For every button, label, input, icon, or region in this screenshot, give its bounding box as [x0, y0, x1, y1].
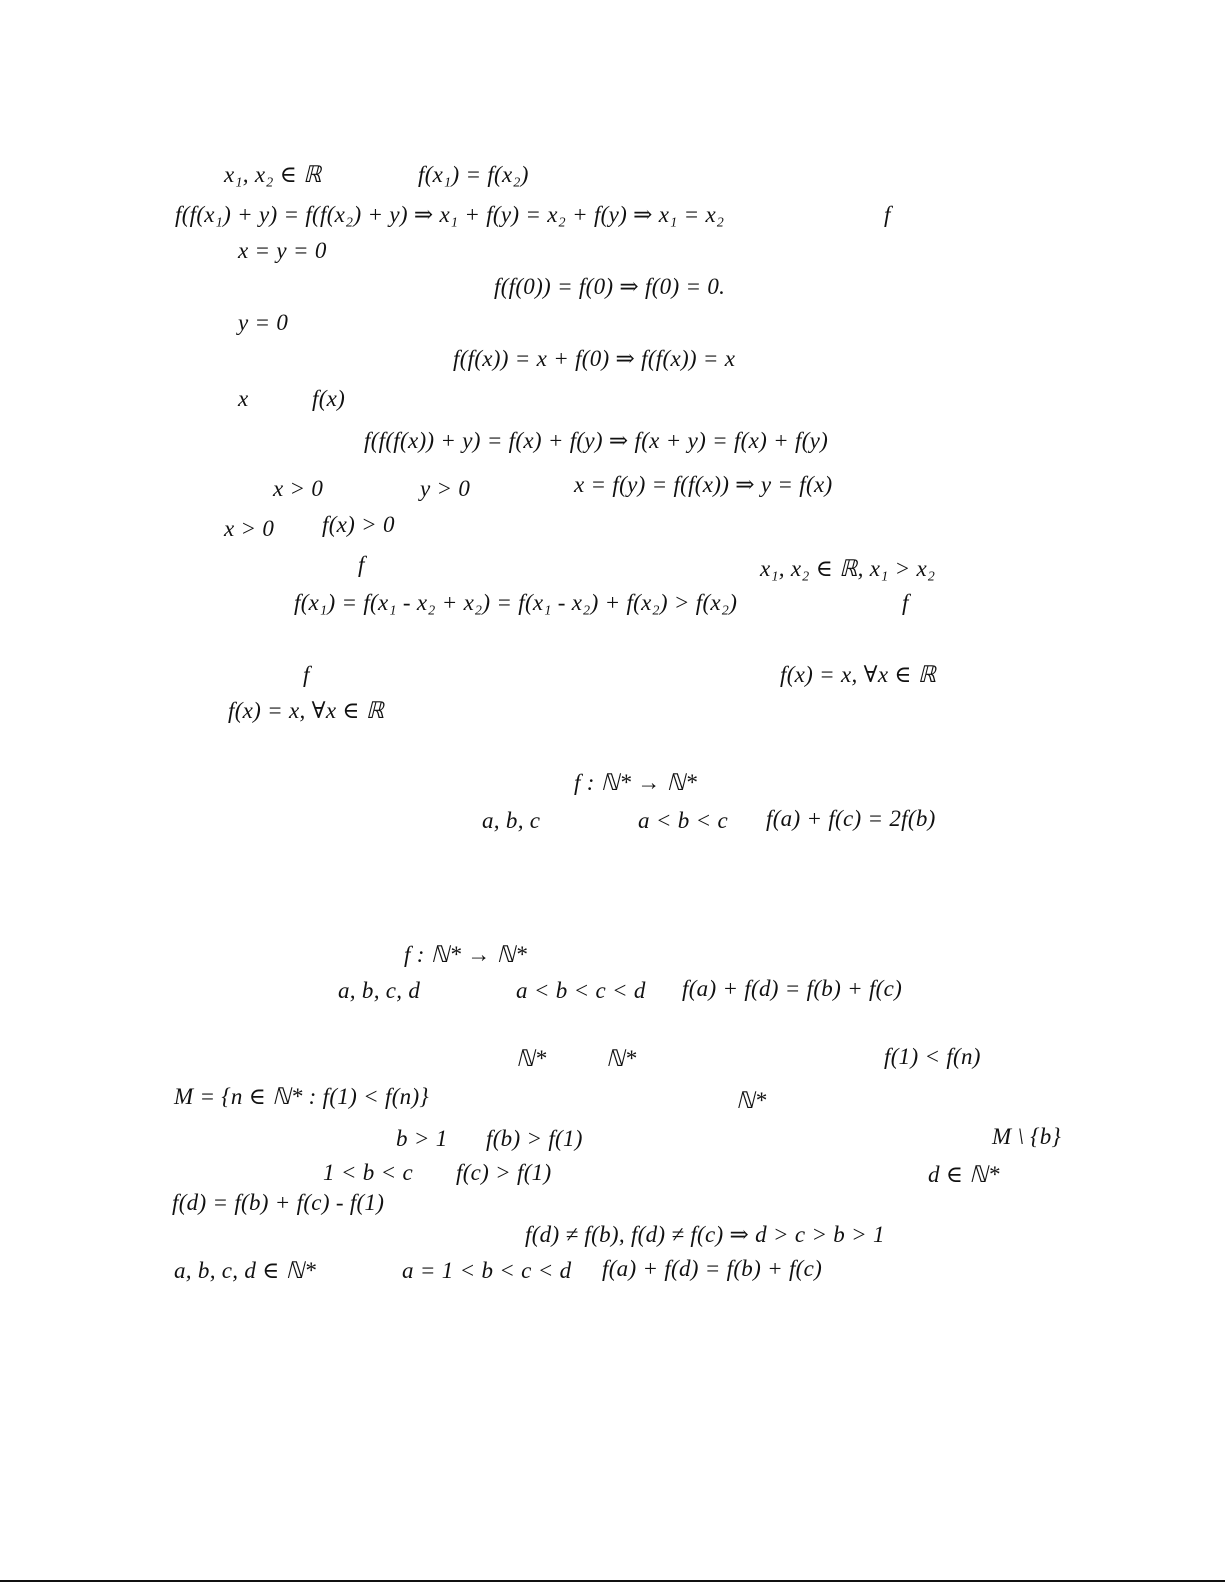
problem3-map: f : ℕ* → ℕ*: [404, 942, 528, 967]
solution3-setminus: M \ {b}: [992, 1124, 1062, 1149]
positivity-fx: f(x) > 0: [322, 512, 395, 537]
additivity-x: x: [238, 386, 249, 411]
involution-substitution: y = 0: [238, 310, 289, 335]
solution3-inequality: f(1) < f(n): [884, 1044, 981, 1069]
additivity-fx: f(x): [312, 386, 346, 411]
problem3-order: a < b < c < d: [516, 978, 646, 1003]
problem2-map: f : ℕ* → ℕ*: [574, 770, 698, 795]
problem3-equation: f(a) + f(d) = f(b) + f(c): [682, 976, 903, 1001]
problem2-order: a < b < c: [638, 808, 728, 833]
solution3-naturals-3: ℕ*: [736, 1088, 767, 1113]
conclusion-fn: f: [303, 662, 310, 687]
injectivity-equal: f(x₁) = f(x₂): [418, 162, 529, 187]
solution3-order2: a = 1 < b < c < d: [402, 1258, 572, 1283]
injectivity-chain: f(f(x₁) + y) = f(f(x₂) + y) ⇒ x₁ + f(y) = x₂ + f(y) ⇒ x₁ = x₂: [175, 202, 725, 227]
problem3-vars: a, b, c, d: [338, 978, 421, 1003]
monotonic-fn2: f: [902, 590, 909, 615]
monotonic-pick: x₁, x₂ ∈ ℝ, x₁ > x₂: [760, 556, 936, 581]
additivity-result: f(f(f(x)) + y) = f(x) + f(y) ⇒ f(x + y) = f(x) + f(y): [364, 428, 829, 453]
zero-result: f(f(0)) = f(0) ⇒ f(0) = 0.: [494, 274, 726, 299]
positivity-x2: x > 0: [224, 516, 275, 541]
conclusion-answer: f(x) = x, ∀x ∈ ℝ: [228, 698, 385, 723]
solution3-b-greater: b > 1: [396, 1126, 448, 1151]
conclusion-identity: f(x) = x, ∀x ∈ ℝ: [780, 662, 937, 687]
involution-result: f(f(x)) = x + f(0) ⇒ f(f(x)) = x: [453, 346, 736, 371]
problem2-equation: f(a) + f(c) = 2f(b): [766, 806, 936, 831]
solution3-not-equal: f(d) ≠ f(b), f(d) ≠ f(c) ⇒ d > c > b > 1: [525, 1222, 885, 1247]
solution3-d-natural: d ∈ ℕ*: [928, 1162, 1000, 1187]
page-bottom-rule: [0, 1580, 1225, 1582]
solution3-fd: f(d) = f(b) + f(c) - f(1): [172, 1190, 385, 1215]
zero-substitution: x = y = 0: [238, 238, 327, 263]
positivity-y: y > 0: [420, 476, 471, 501]
solution3-naturals-1: ℕ*: [516, 1046, 547, 1071]
injectivity-assume: x₁, x₂ ∈ ℝ: [224, 162, 322, 187]
solution3-order: 1 < b < c: [323, 1160, 413, 1185]
monotonic-chain: f(x₁) = f(x₁ - x₂ + x₂) = f(x₁ - x₂) + f(x₂) > f(x₂): [294, 590, 738, 615]
positivity-chain: x = f(y) = f(f(x)) ⇒ y = f(x): [574, 472, 833, 497]
solution3-set-m: M = {n ∈ ℕ* : f(1) < f(n)}: [174, 1084, 429, 1109]
solution3-fb: f(b) > f(1): [486, 1126, 583, 1151]
solution3-naturals-2: ℕ*: [606, 1046, 637, 1071]
positivity-x: x > 0: [273, 476, 324, 501]
monotonic-fn: f: [358, 552, 365, 577]
problem2-vars: a, b, c: [482, 808, 541, 833]
solution3-final: f(a) + f(d) = f(b) + f(c): [602, 1256, 823, 1281]
injectivity-fn: f: [884, 202, 891, 227]
solution3-fc: f(c) > f(1): [456, 1160, 552, 1185]
solution3-exists: a, b, c, d ∈ ℕ*: [174, 1258, 317, 1283]
